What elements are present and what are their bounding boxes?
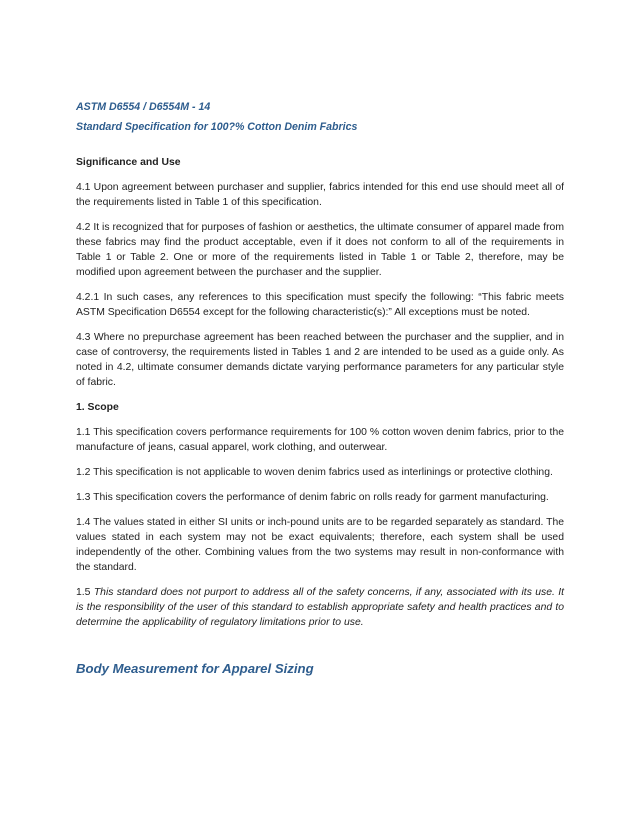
standard-code: ASTM D6554 / D6554M - 14 bbox=[76, 101, 211, 113]
paragraph-1-5 bbox=[76, 585, 564, 630]
paragraph-4-1: 4.1 Upon agreement between purchaser and supplier, fabrics intended for this end use should meet all of the requirements listed in Table 1 of this specification. bbox=[76, 182, 564, 208]
paragraph-4-2-1: 4.2.1 In such cases, any references to this specification must specify the following: “This fabric meets ASTM Specification D6554 except for the following characteristic(s):” All exceptions must be noted. bbox=[76, 292, 564, 318]
paragraph-1-5-text: This standard does not purport to address all of the safety concerns, if any, associated with its use. It is the responsibility of the user of this standard to establish appropriate safety and health practices and to determine the applicability of regulatory limitations prior to use. bbox=[76, 587, 565, 628]
document-page bbox=[76, 100, 564, 678]
paragraph-1-2: 1.2 This specification is not applicable to woven denim fabrics used as interlinings or protective clothing. bbox=[76, 467, 553, 478]
paragraph-4-2: 4.2 It is recognized that for purposes of fashion or aesthetics, the ultimate consumer of apparel made from these fabrics may find the product acceptable, even if it does not conform to all of the requirements in Table 1 or Table 2. One or more of the requirements listed in Table 1 or Table 2, therefore, may be modified upon agreement between the purchaser and the supplier. bbox=[76, 222, 564, 278]
standard-title: Standard Specification for 100?% Cotton Denim Fabrics bbox=[76, 121, 358, 133]
paragraph-1-5-number: 1.5 bbox=[76, 587, 91, 598]
significance-heading: Significance and Use bbox=[76, 157, 181, 168]
paragraph-1-1: 1.1 This specification covers performance requirements for 100 % cotton woven denim fabrics, prior to the manufacture of jeans, casual apparel, work clothing, and outerwear. bbox=[76, 427, 564, 453]
paragraph-1-3: 1.3 This specification covers the performance of denim fabric on rolls ready for garment manufacturing. bbox=[76, 492, 549, 503]
scope-heading: 1. Scope bbox=[76, 402, 119, 413]
paragraph-4-3: 4.3 Where no prepurchase agreement has been reached between the purchaser and the supplier, and in case of controversy, the requirements listed in Tables 1 and 2 are intended to be used as a guide only. As noted in 4.2, ultimate consumer demands dictate varying performance parameters for any particular style of fabric. bbox=[76, 332, 564, 388]
body-measurement-heading: Body Measurement for Apparel Sizing bbox=[76, 661, 314, 676]
paragraph-1-4: 1.4 The values stated in either SI units or inch-pound units are to be regarded separately as standard. The values stated in each system may not be exact equivalents; therefore, each system shall be used independently of the other. Combining values from the two systems may result in non-conformance with the standard. bbox=[76, 517, 564, 573]
